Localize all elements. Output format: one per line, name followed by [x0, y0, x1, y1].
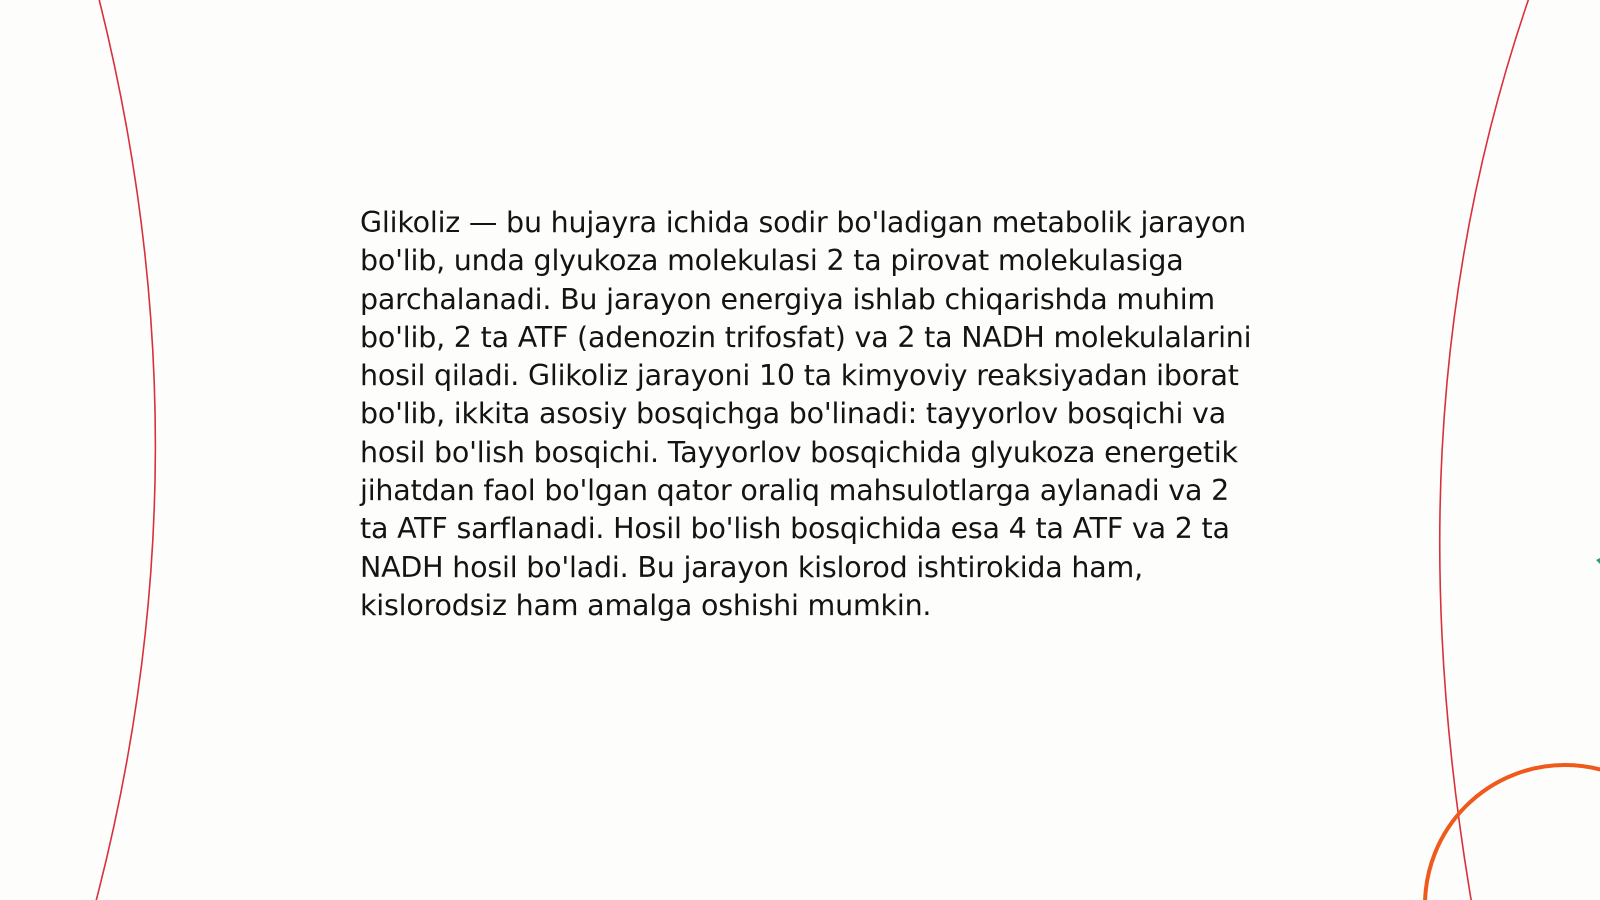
accent-circle: [1425, 765, 1600, 900]
left-arc-line: [95, 0, 155, 900]
body-paragraph: Glikoliz — bu hujayra ichida sodir bo'ladigan metabolik jarayon bo'lib, unda glyukoza molekulasi 2 ta pirovat molekulasiga parchalanadi. Bu jarayon energiya ishlab chiqarishda muhim bo'lib, 2 ta ATF (adenozin trifosfat) va 2 ta NADH molekulalarini hosil qiladi. Glikoliz jarayoni 10 ta kimyoviy reaksiyadan iborat bo'lib, ikkita asosiy bosqichga bo'linadi: tayyorlov bosqichi va hosil bo'lish bosqichi. Tayyorlov bosqichida glyukoza energetik jihatdan faol bo'lgan qator oraliq mahsulotlarga aylanadi va 2 ta ATF sarflanadi. Hosil bo'lish bosqichida esa 4 ta ATF va 2 ta NADH hosil bo'ladi. Bu jarayon kislorod ishtirokida ham, kislorodsiz ham amalga oshishi mumkin.: [360, 206, 1252, 622]
right-arc-line: [1440, 0, 1530, 900]
accent-dot: [1596, 558, 1600, 564]
